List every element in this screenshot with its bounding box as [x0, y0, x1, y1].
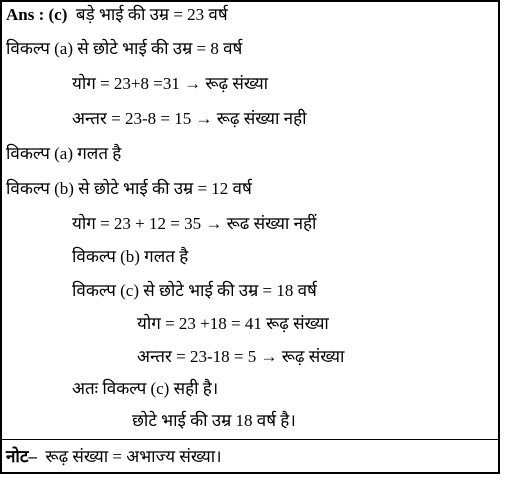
option-b-line: विकल्प (b) से छोटे भाई की उम्र = 12 वर्ष: [6, 179, 252, 198]
option-c-line: विकल्प (c) से छोटे भाई की उम्र = 18 वर्ष: [72, 281, 317, 300]
answer-line: [6, 4, 228, 26]
option-b-wrong-line: विकल्प (b) गलत है: [72, 247, 189, 266]
note-label: नोट–: [6, 447, 37, 466]
option-a-diff-line: अन्तर = 23-8 = 15 → रूढ़ संख्या नही: [72, 109, 307, 128]
option-c-correct-line: अतः विकल्प (c) सही है।: [72, 379, 219, 398]
note-line: [6, 446, 222, 468]
note-divider: [0, 439, 500, 440]
note-text: रूढ़ संख्या = अभाज्य संख्या।: [45, 447, 222, 466]
option-a-wrong-line: विकल्प (a) गलत है: [6, 144, 122, 163]
option-b-sum-line: योग = 23 + 12 = 35 → रूढ संख्या नहीं: [72, 214, 317, 233]
option-c-sum-line: योग = 23 +18 = 41 रूढ़ संख्या: [137, 314, 329, 333]
option-c-diff-line: अन्तर = 23-18 = 5 → रूढ़ संख्या: [137, 347, 345, 366]
answer-label: Ans : (c): [6, 5, 68, 24]
answer-text: बड़े भाई की उम्र = 23 वर्ष: [75, 5, 228, 24]
conclusion-line: छोटे भाई की उम्र 18 वर्ष है।: [132, 411, 296, 430]
option-a-line: विकल्प (a) से छोटे भाई की उम्र = 8 वर्ष: [6, 39, 243, 58]
option-a-sum-line: योग = 23+8 =31 → रूढ़ संख्या: [72, 74, 269, 93]
